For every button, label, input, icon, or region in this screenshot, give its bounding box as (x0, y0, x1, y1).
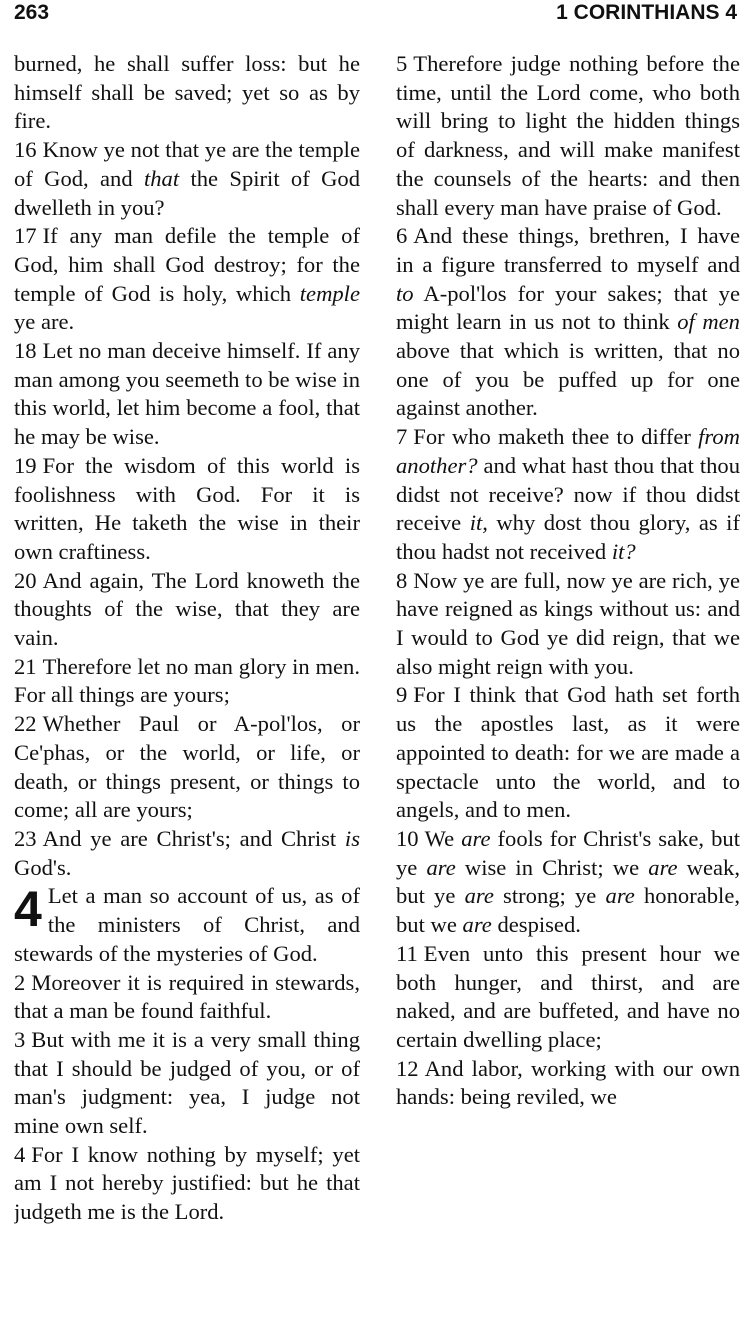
verse-number: 9 (396, 682, 408, 708)
page-header (0, 0, 743, 26)
verse-number: 11 (396, 940, 418, 966)
verse-8: 8 Now ye are full, now ye are rich, ye have reigned as kings without us: and I would to God ye did reign, that we also might reign with you. (396, 567, 740, 679)
verse-number: 18 (14, 338, 37, 364)
verse-number: 20 (14, 567, 37, 593)
left-column (14, 50, 360, 1334)
verse-19: 19 For the wisdom of this world is foolishness with God. For it is written, He taketh the wise in their own craftiness. (14, 452, 360, 564)
verse-2: 2 Moreover it is required in stewards, that a man be found faithful. (14, 969, 360, 1024)
verse-number: 3 (14, 1026, 26, 1052)
verse-4: 4 For I know nothing by myself; yet am I not hereby justified: but he that judgeth me is the Lord. (14, 1141, 360, 1225)
verse-number: 5 (396, 51, 408, 76)
verse-number: 17 (14, 223, 37, 249)
verse-number: 4 (14, 1141, 26, 1167)
verse-7: 7 For who maketh thee to differ from another? and what hast thou that thou didst not receive? now if thou didst receive it, why dost thou glory, as if thou hadst not received it? (396, 424, 740, 564)
verse-number: 10 (396, 825, 419, 851)
verse-12: 12 And labor, working with our own hands: being reviled, we (396, 1055, 740, 1110)
verse-10: 10 We are fools for Christ's sake, but ye are wise in Christ; we are weak, but ye are strong; ye are honorable, but we are despised. (396, 825, 740, 938)
verse-number: 16 (14, 137, 37, 163)
verse-5: 5 Therefore judge nothing before the time, until the Lord come, who both will bring to light the hidden things of darkness, and will make manifest the counsels of the hearts: and then shall every man have praise of God. (396, 51, 740, 220)
verse-16: 16 Know ye not that ye are the temple of God, and that the Spirit of God dwelleth in you? (14, 137, 360, 220)
verse-15-continuation: burned, he shall suffer loss: but he himself shall be saved; yet so as by fire. (14, 51, 360, 134)
verse-number: 21 (14, 653, 37, 679)
verse-number: 19 (14, 452, 37, 478)
verse-9: 9 For I think that God hath set forth us the apostles last, as it were appointed to death: for we are made a spectacle unto the world, and to angels, and to men. (396, 682, 740, 823)
chapter-4-verse-1: 4 Let a man so account of us, as of the ministers of Christ, and stewards of the mysteries of God. (14, 882, 360, 966)
verse-18: 18 Let no man deceive himself. If any man among you seemeth to be wise in this world, let him become a fool, that he may be wise. (14, 338, 360, 450)
verse-11: 11 Even unto this present hour we both hunger, and thirst, and are naked, and are buffeted, and have no certain dwelling place; (396, 940, 740, 1052)
verse-number: 8 (396, 567, 408, 593)
verse-number: 23 (14, 825, 37, 851)
verse-number: 7 (396, 424, 408, 450)
verse-22: 22 Whether Paul or A-pol'los, or Ce'phas, or the world, or life, or death, or things present, or things to come; all are yours; (14, 711, 360, 823)
verse-3: 3 But with me it is a very small thing that I should be judged of you, or of man's judgment: yea, I judge not mine own self. (14, 1026, 360, 1139)
verse-20: 20 And again, The Lord knoweth the thoughts of the wise, that they are vain. (14, 567, 360, 651)
verse-number: 12 (396, 1055, 419, 1081)
chapter-number: 4 (14, 882, 42, 938)
verse-23: 23 And ye are Christ's; and Christ is God's. (14, 825, 360, 880)
verse-number: 2 (14, 969, 26, 995)
running-title: 1 CORINTHIANS 4 (556, 1, 737, 24)
page-number: 263 (14, 1, 50, 24)
right-column (396, 50, 740, 1334)
verse-17: 17 If any man defile the temple of God, him shall God destroy; for the temple of God is holy, which temple ye are. (14, 223, 360, 335)
verse-number: 22 (14, 711, 37, 737)
verse-6: 6 And these things, brethren, I have in a figure transferred to myself and to A-pol'los for your sakes; that ye might learn in us not to think of men above that which is written, that no one of you be puffed up for one against another. (396, 223, 740, 421)
verse-21: 21 Therefore let no man glory in men. For all things are yours; (14, 653, 360, 708)
verse-number: 6 (396, 223, 408, 249)
